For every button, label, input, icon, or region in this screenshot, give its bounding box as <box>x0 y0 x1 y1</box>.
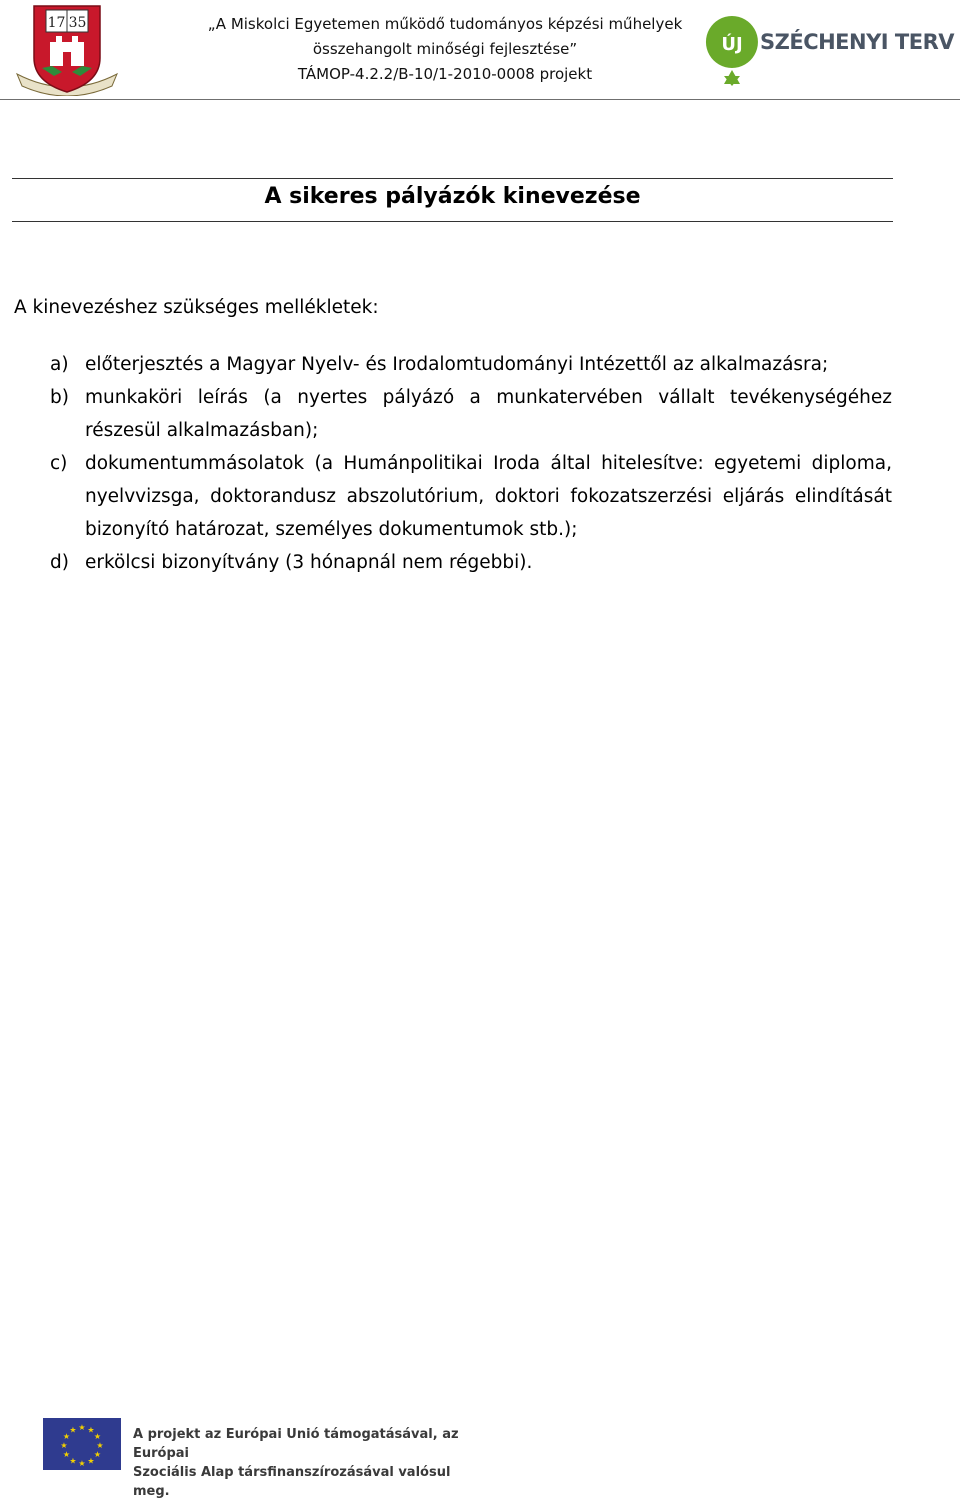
project-header-text <box>150 12 743 87</box>
list-item-text: munkaköri leírás (a nyertes pályázó a munkatervében vállalt tevékenységéhez részesül alkalmazásban); <box>85 387 892 441</box>
szechenyi-terv-label: SZÉCHENYI TERV <box>760 30 955 54</box>
list-item-text: erkölcsi bizonyítvány (3 hónapnál nem régebbi). <box>85 552 533 573</box>
page-header <box>0 0 960 100</box>
svg-text:17: 17 <box>47 15 66 31</box>
svg-text:★: ★ <box>69 1425 77 1435</box>
list-item <box>50 546 892 579</box>
svg-text:★: ★ <box>78 1459 86 1468</box>
list-item <box>50 348 892 381</box>
list-item <box>50 447 892 546</box>
svg-text:35: 35 <box>68 15 87 31</box>
eu-funding-footer <box>40 1415 480 1499</box>
eu-funding-text <box>133 1425 483 1501</box>
svg-text:★: ★ <box>87 1456 95 1466</box>
header-line: TÁMOP-4.2.2/B-10/1-2010-0008 projekt <box>297 65 593 83</box>
attachments-list <box>50 348 892 579</box>
svg-text:★: ★ <box>69 1456 77 1466</box>
header-line: „A Miskolci Egyetemen működő tudományos képzési műhelyek <box>207 15 683 33</box>
svg-text:★: ★ <box>93 1450 102 1459</box>
header-line: összehangolt minőségi fejlesztése” <box>312 40 578 58</box>
footer-line: A projekt az Európai Unió támogatásával, az Európai <box>133 1427 459 1461</box>
svg-text:★: ★ <box>96 1441 104 1450</box>
list-marker: b) <box>50 387 69 408</box>
list-marker: a) <box>50 354 69 375</box>
svg-text:★: ★ <box>62 1450 71 1459</box>
eu-flag-logo <box>43 1418 121 1470</box>
intro-text: A kinevezéshez szükséges mellékletek: <box>14 297 379 318</box>
title-rule-bottom <box>12 221 893 222</box>
footer-line: Szociális Alap társfinanszírozásával valósul meg. <box>133 1465 451 1499</box>
svg-text:★: ★ <box>60 1441 68 1450</box>
title-rule-top <box>12 178 893 179</box>
list-marker: d) <box>50 552 69 573</box>
svg-text:★: ★ <box>78 1423 86 1432</box>
university-crest-logo <box>12 2 122 96</box>
list-item-text: előterjesztés a Magyar Nyelv- és Irodalomtudományi Intézettől az alkalmazásra; <box>85 354 829 375</box>
list-marker: c) <box>50 453 68 474</box>
svg-text:ÚJ: ÚJ <box>721 34 743 55</box>
svg-text:★: ★ <box>62 1432 71 1441</box>
svg-text:★: ★ <box>87 1425 95 1435</box>
svg-text:★: ★ <box>93 1432 102 1441</box>
page-title: A sikeres pályázók kinevezése <box>264 184 641 209</box>
list-item-text: dokumentummásolatok (a Humánpolitikai Iroda által hitelesítve: egyetemi diploma, nyelvvizsga, doktorandusz abszolutórium, doktori fokozatszerzési eljárás elindítását bizonyító határozat, személyes dokumentumok stb.); <box>85 453 892 540</box>
list-item <box>50 381 892 447</box>
